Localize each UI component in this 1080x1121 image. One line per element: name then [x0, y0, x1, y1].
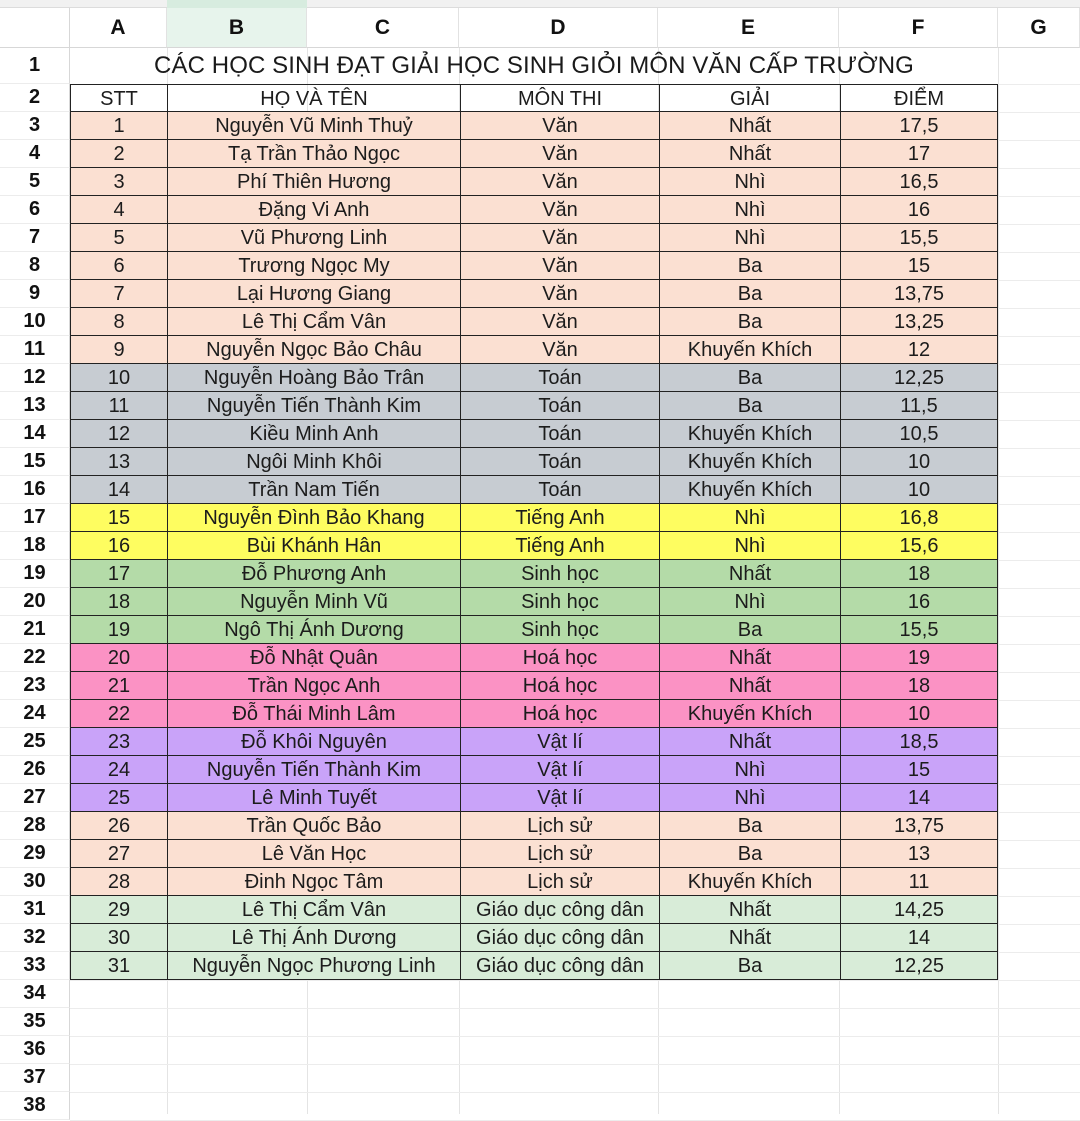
row-header-4[interactable]: 4: [0, 140, 70, 168]
table-row: [70, 812, 998, 840]
row-header-35[interactable]: 35: [0, 1008, 70, 1036]
row-header-30[interactable]: 30: [0, 868, 70, 896]
cell-award[interactable]: Nhất: [659, 672, 840, 700]
row-header-37[interactable]: 37: [0, 1064, 70, 1092]
cell-award[interactable]: Nhì: [659, 168, 840, 196]
cell-award[interactable]: Nhất: [659, 112, 840, 140]
table-row: [70, 308, 998, 336]
cell-award[interactable]: Nhất: [659, 644, 840, 672]
cell-score[interactable]: 15: [840, 252, 998, 280]
table-row: [70, 756, 998, 784]
cell-subject[interactable]: Giáo dục công dân: [460, 896, 659, 924]
cell-score[interactable]: 12: [840, 336, 998, 364]
row-header-14[interactable]: 14: [0, 420, 70, 448]
column-header-b[interactable]: B: [167, 8, 307, 48]
cell-stt[interactable]: 31: [70, 952, 167, 980]
cell-subject[interactable]: Sinh học: [460, 616, 659, 644]
cell-stt[interactable]: 13: [70, 448, 167, 476]
cell-name[interactable]: Nguyễn Ngọc Phương Linh: [167, 952, 460, 980]
column-header-f[interactable]: F: [839, 8, 998, 48]
cell-name[interactable]: Kiều Minh Anh: [167, 420, 460, 448]
table-row: [70, 868, 998, 896]
cell-name[interactable]: Phí Thiên Hương: [167, 168, 460, 196]
cell-subject[interactable]: Văn: [460, 112, 659, 140]
row-header-33[interactable]: 33: [0, 952, 70, 980]
row-header-24[interactable]: 24: [0, 700, 70, 728]
cell-subject[interactable]: Văn: [460, 280, 659, 308]
cell-score[interactable]: 12,25: [840, 952, 998, 980]
table-row: [70, 280, 998, 308]
row-header-7[interactable]: 7: [0, 224, 70, 252]
cell-award[interactable]: Nhất: [659, 728, 840, 756]
table-row: [70, 644, 998, 672]
cell-subject[interactable]: Toán: [460, 476, 659, 504]
table-row: [70, 504, 998, 532]
column-header-e[interactable]: E: [658, 8, 839, 48]
table-row: [70, 224, 998, 252]
table-row: [70, 588, 998, 616]
cell-award[interactable]: Ba: [659, 840, 840, 868]
cell-name[interactable]: Nguyễn Minh Vũ: [167, 588, 460, 616]
gridline-horizontal: [70, 1092, 1080, 1093]
row-header-34[interactable]: 34: [0, 980, 70, 1008]
cell-score[interactable]: 18: [840, 672, 998, 700]
table-row: [70, 728, 998, 756]
cell-stt[interactable]: 25: [70, 784, 167, 812]
row-header-5[interactable]: 5: [0, 168, 70, 196]
row-header-31[interactable]: 31: [0, 896, 70, 924]
cell-subject[interactable]: Văn: [460, 140, 659, 168]
cell-score[interactable]: 10: [840, 700, 998, 728]
gridline-horizontal: [70, 980, 1080, 981]
cell-subject[interactable]: Văn: [460, 252, 659, 280]
row-header-32[interactable]: 32: [0, 924, 70, 952]
row-header-36[interactable]: 36: [0, 1036, 70, 1064]
gridline-horizontal: [70, 1008, 1080, 1009]
cell-subject[interactable]: Giáo dục công dân: [460, 952, 659, 980]
cell-name[interactable]: Trần Nam Tiến: [167, 476, 460, 504]
cell-stt[interactable]: 9: [70, 336, 167, 364]
cell-name[interactable]: Đỗ Khôi Nguyên: [167, 728, 460, 756]
select-all-corner[interactable]: [0, 8, 70, 48]
cell-subject[interactable]: Hoá học: [460, 672, 659, 700]
cell-subject[interactable]: Toán: [460, 448, 659, 476]
cell-name[interactable]: Đinh Ngọc Tâm: [167, 868, 460, 896]
cell-stt[interactable]: 27: [70, 840, 167, 868]
cell-name[interactable]: Đặng Vi Anh: [167, 196, 460, 224]
table-row: [70, 840, 998, 868]
row-header-11[interactable]: 11: [0, 336, 70, 364]
cell-score[interactable]: 14: [840, 784, 998, 812]
cell-score[interactable]: 16: [840, 196, 998, 224]
cell-award[interactable]: Ba: [659, 364, 840, 392]
row-header-28[interactable]: 28: [0, 812, 70, 840]
cell-award[interactable]: Nhất: [659, 140, 840, 168]
row-header-29[interactable]: 29: [0, 840, 70, 868]
cell-stt[interactable]: 30: [70, 924, 167, 952]
cell-subject[interactable]: Sinh học: [460, 588, 659, 616]
cell-award[interactable]: Ba: [659, 280, 840, 308]
cell-stt[interactable]: 1: [70, 112, 167, 140]
cell-name[interactable]: Lê Văn Học: [167, 840, 460, 868]
cell-stt[interactable]: 24: [70, 756, 167, 784]
cell-award[interactable]: Nhất: [659, 896, 840, 924]
cell-stt[interactable]: 2: [70, 140, 167, 168]
cell-subject[interactable]: Toán: [460, 364, 659, 392]
cell-subject[interactable]: Lịch sử: [460, 868, 659, 896]
row-header-18[interactable]: 18: [0, 532, 70, 560]
table-row: [70, 672, 998, 700]
column-header-d[interactable]: D: [459, 8, 658, 48]
cell-stt[interactable]: 4: [70, 196, 167, 224]
cell-score[interactable]: 19: [840, 644, 998, 672]
cell-award[interactable]: Ba: [659, 392, 840, 420]
cell-stt[interactable]: 20: [70, 644, 167, 672]
cell-score[interactable]: 13,75: [840, 812, 998, 840]
cell-score[interactable]: 15,6: [840, 532, 998, 560]
cell-score[interactable]: 14,25: [840, 896, 998, 924]
cell-score[interactable]: 16,5: [840, 168, 998, 196]
cell-subject[interactable]: Văn: [460, 196, 659, 224]
cell-name[interactable]: Lê Thị Ánh Dương: [167, 924, 460, 952]
header-score[interactable]: ĐIỂM: [840, 85, 998, 113]
cell-award[interactable]: Khuyến Khích: [659, 448, 840, 476]
row-header-10[interactable]: 10: [0, 308, 70, 336]
cell-subject[interactable]: Lịch sử: [460, 840, 659, 868]
cell-award[interactable]: Nhì: [659, 196, 840, 224]
cell-stt[interactable]: 14: [70, 476, 167, 504]
gridline-vertical: [998, 48, 999, 1114]
row-header-15[interactable]: 15: [0, 448, 70, 476]
cell-award[interactable]: Khuyến Khích: [659, 476, 840, 504]
cell-score[interactable]: 10: [840, 476, 998, 504]
cell-name[interactable]: Trần Ngọc Anh: [167, 672, 460, 700]
cell-name[interactable]: Ngô Thị Ánh Dương: [167, 616, 460, 644]
cell-name[interactable]: Lê Thị Cẩm Vân: [167, 896, 460, 924]
cell-name[interactable]: Lê Minh Tuyết: [167, 784, 460, 812]
cell-stt[interactable]: 11: [70, 392, 167, 420]
cell-subject[interactable]: Vật lí: [460, 756, 659, 784]
table-row: [70, 392, 998, 420]
cell-score[interactable]: 15: [840, 756, 998, 784]
cell-award[interactable]: Nhất: [659, 924, 840, 952]
row-header-16[interactable]: 16: [0, 476, 70, 504]
cell-stt[interactable]: 26: [70, 812, 167, 840]
table-row: [70, 924, 998, 952]
row-header-13[interactable]: 13: [0, 392, 70, 420]
row-header-21[interactable]: 21: [0, 616, 70, 644]
cell-award[interactable]: Ba: [659, 308, 840, 336]
row-header-1[interactable]: 1: [0, 48, 70, 84]
cell-stt[interactable]: 12: [70, 420, 167, 448]
row-header-6[interactable]: 6: [0, 196, 70, 224]
cell-subject[interactable]: Toán: [460, 420, 659, 448]
table-row: [70, 700, 998, 728]
cell-stt[interactable]: 5: [70, 224, 167, 252]
cell-award[interactable]: Nhì: [659, 224, 840, 252]
cell-award[interactable]: Nhì: [659, 784, 840, 812]
row-header-17[interactable]: 17: [0, 504, 70, 532]
column-header-a[interactable]: A: [70, 8, 167, 48]
cell-stt[interactable]: 8: [70, 308, 167, 336]
cell-subject[interactable]: Hoá học: [460, 700, 659, 728]
cell-award[interactable]: Nhì: [659, 756, 840, 784]
row-header-23[interactable]: 23: [0, 672, 70, 700]
header-subject[interactable]: MÔN THI: [460, 85, 659, 113]
table-row: [70, 784, 998, 812]
cell-subject[interactable]: Sinh học: [460, 560, 659, 588]
table-row: [70, 532, 998, 560]
cell-stt[interactable]: 19: [70, 616, 167, 644]
cell-award[interactable]: Ba: [659, 812, 840, 840]
cell-score[interactable]: 18: [840, 560, 998, 588]
cell-name[interactable]: Tạ Trần Thảo Ngọc: [167, 140, 460, 168]
cell-score[interactable]: 13: [840, 840, 998, 868]
table-header-row: [70, 84, 998, 112]
cell-name[interactable]: Nguyễn Ngọc Bảo Châu: [167, 336, 460, 364]
cell-name[interactable]: Trần Quốc Bảo: [167, 812, 460, 840]
table-row: [70, 112, 998, 140]
cell-score[interactable]: 14: [840, 924, 998, 952]
header-name[interactable]: HỌ VÀ TÊN: [167, 85, 460, 113]
cell-name[interactable]: Đỗ Nhật Quân: [167, 644, 460, 672]
cell-stt[interactable]: 21: [70, 672, 167, 700]
cell-award[interactable]: Ba: [659, 252, 840, 280]
cell-subject[interactable]: Văn: [460, 168, 659, 196]
cell-award[interactable]: Nhì: [659, 532, 840, 560]
cell-stt[interactable]: 29: [70, 896, 167, 924]
cell-award[interactable]: Nhì: [659, 504, 840, 532]
header-award[interactable]: GIẢI: [659, 85, 840, 113]
cell-award[interactable]: Ba: [659, 952, 840, 980]
column-header-g[interactable]: G: [998, 8, 1080, 48]
cell-stt[interactable]: 16: [70, 532, 167, 560]
formula-bar-strip: [0, 0, 1080, 8]
cell-score[interactable]: 12,25: [840, 364, 998, 392]
row-header-2[interactable]: 2: [0, 84, 70, 112]
sheet-title[interactable]: CÁC HỌC SINH ĐẠT GIẢI HỌC SINH GIỎI MÔN VĂN CẤP TRƯỜNG: [154, 52, 914, 79]
table-row: [70, 896, 998, 924]
row-header-26[interactable]: 26: [0, 756, 70, 784]
cell-score[interactable]: 13,25: [840, 308, 998, 336]
table-row: [70, 952, 998, 980]
row-header-25[interactable]: 25: [0, 728, 70, 756]
cell-score[interactable]: 16: [840, 588, 998, 616]
cell-score[interactable]: 15,5: [840, 616, 998, 644]
row-header-9[interactable]: 9: [0, 280, 70, 308]
cell-award[interactable]: Khuyến Khích: [659, 336, 840, 364]
table-row: [70, 476, 998, 504]
cell-name[interactable]: Đỗ Thái Minh Lâm: [167, 700, 460, 728]
cell-score[interactable]: 10: [840, 448, 998, 476]
row-header-38[interactable]: 38: [0, 1092, 70, 1120]
table-row: [70, 420, 998, 448]
cell-stt[interactable]: 18: [70, 588, 167, 616]
cell-stt[interactable]: 3: [70, 168, 167, 196]
cell-name[interactable]: Nguyễn Vũ Minh Thuỷ: [167, 112, 460, 140]
cell-score[interactable]: 17: [840, 140, 998, 168]
cell-name[interactable]: Bùi Khánh Hân: [167, 532, 460, 560]
cell-subject[interactable]: Lịch sử: [460, 812, 659, 840]
cell-score[interactable]: 11: [840, 868, 998, 896]
cell-score[interactable]: 11,5: [840, 392, 998, 420]
table-row: [70, 196, 998, 224]
row-header-3[interactable]: 3: [0, 112, 70, 140]
table-row: [70, 364, 998, 392]
cell-subject[interactable]: Văn: [460, 224, 659, 252]
cell-score[interactable]: 13,75: [840, 280, 998, 308]
cell-stt[interactable]: 23: [70, 728, 167, 756]
cell-name[interactable]: Nguyễn Đình Bảo Khang: [167, 504, 460, 532]
row-header-20[interactable]: 20: [0, 588, 70, 616]
cell-score[interactable]: 15,5: [840, 224, 998, 252]
cell-name[interactable]: Ngôi Minh Khôi: [167, 448, 460, 476]
cell-stt[interactable]: 28: [70, 868, 167, 896]
gridline-horizontal: [70, 1036, 1080, 1037]
cell-stt[interactable]: 6: [70, 252, 167, 280]
cell-subject[interactable]: Văn: [460, 308, 659, 336]
cell-stt[interactable]: 15: [70, 504, 167, 532]
cell-award[interactable]: Khuyến Khích: [659, 868, 840, 896]
cell-subject[interactable]: Tiếng Anh: [460, 504, 659, 532]
cell-subject[interactable]: Văn: [460, 336, 659, 364]
cell-name[interactable]: Nguyễn Tiến Thành Kim: [167, 756, 460, 784]
table-row: [70, 168, 998, 196]
cell-subject[interactable]: Giáo dục công dân: [460, 924, 659, 952]
table-row: [70, 560, 998, 588]
row-header-19[interactable]: 19: [0, 560, 70, 588]
table-row: [70, 140, 998, 168]
row-header-8[interactable]: 8: [0, 252, 70, 280]
cell-name[interactable]: Nguyễn Tiến Thành Kim: [167, 392, 460, 420]
cell-award[interactable]: Nhất: [659, 560, 840, 588]
cell-name[interactable]: Vũ Phương Linh: [167, 224, 460, 252]
row-header-27[interactable]: 27: [0, 784, 70, 812]
cell-award[interactable]: Nhì: [659, 588, 840, 616]
cell-stt[interactable]: 10: [70, 364, 167, 392]
cell-award[interactable]: Ba: [659, 616, 840, 644]
cell-name[interactable]: Lê Thị Cẩm Vân: [167, 308, 460, 336]
cell-stt[interactable]: 22: [70, 700, 167, 728]
cell-score[interactable]: 10,5: [840, 420, 998, 448]
cell-subject[interactable]: Hoá học: [460, 644, 659, 672]
cell-subject[interactable]: Toán: [460, 392, 659, 420]
cell-name[interactable]: Trương Ngọc My: [167, 252, 460, 280]
cell-name[interactable]: Lại Hương Giang: [167, 280, 460, 308]
cell-score[interactable]: 17,5: [840, 112, 998, 140]
cell-name[interactable]: Đỗ Phương Anh: [167, 560, 460, 588]
table-row: [70, 252, 998, 280]
cell-subject[interactable]: Tiếng Anh: [460, 532, 659, 560]
gridline-horizontal: [70, 1064, 1080, 1065]
row-header-12[interactable]: 12: [0, 364, 70, 392]
cell-award[interactable]: Khuyến Khích: [659, 700, 840, 728]
table-row: [70, 448, 998, 476]
cell-award[interactable]: Khuyến Khích: [659, 420, 840, 448]
column-header-c[interactable]: C: [307, 8, 459, 48]
selection-marker: [167, 0, 307, 8]
table-row: [70, 616, 998, 644]
cell-score[interactable]: 18,5: [840, 728, 998, 756]
cell-name[interactable]: Nguyễn Hoàng Bảo Trân: [167, 364, 460, 392]
cell-score[interactable]: 16,8: [840, 504, 998, 532]
header-stt[interactable]: STT: [70, 85, 167, 113]
cell-subject[interactable]: Vật lí: [460, 784, 659, 812]
cell-stt[interactable]: 17: [70, 560, 167, 588]
cell-subject[interactable]: Vật lí: [460, 728, 659, 756]
cell-stt[interactable]: 7: [70, 280, 167, 308]
table-row: [70, 336, 998, 364]
row-header-22[interactable]: 22: [0, 644, 70, 672]
